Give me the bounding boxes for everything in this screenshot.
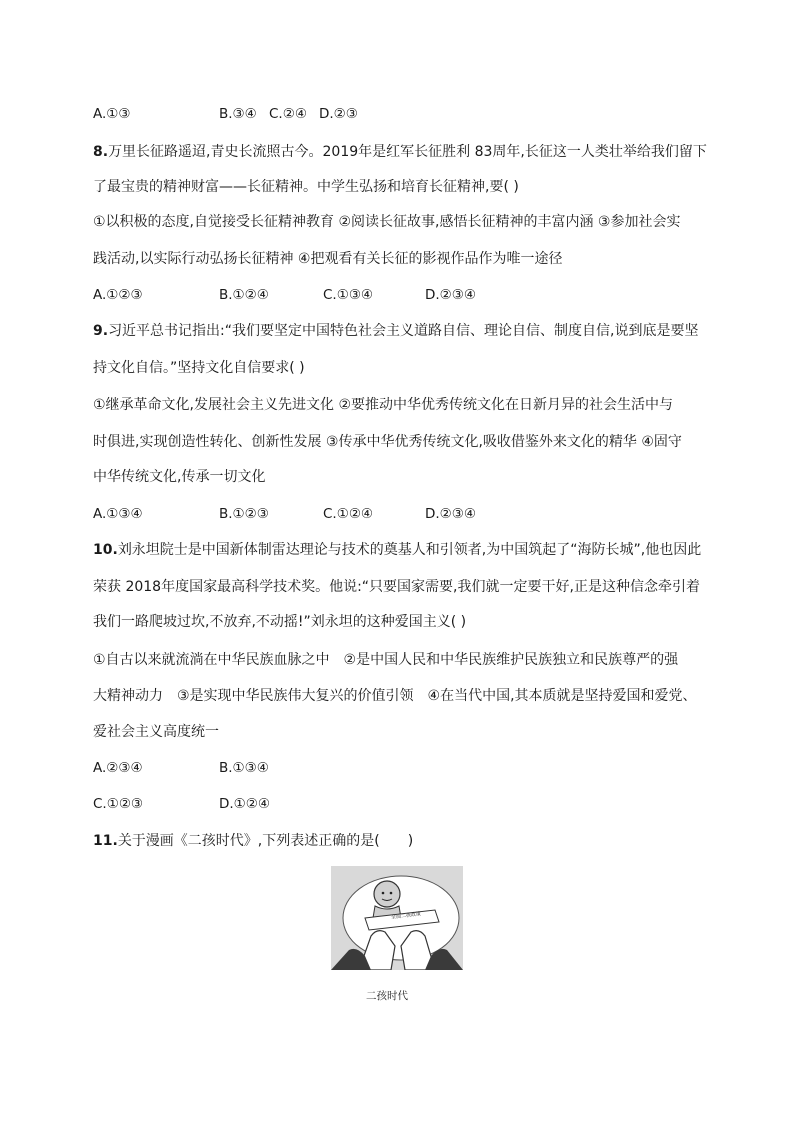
- q8-number: 8.: [93, 144, 109, 160]
- q9-line-1: [93, 321, 698, 341]
- q8-line-4: 践活动,以实际行动弘扬长征精神 ④把观看有关长征的影视作品作为唯一途径: [93, 251, 563, 267]
- q10-option-b: B.①③④: [219, 760, 269, 776]
- q7-option-d: D.②③: [319, 106, 358, 122]
- q8-line-3: ①以积极的态度,自觉接受长征精神教育 ②阅读长征故事,感悟长征精神的丰富内涵 ③参加社会实: [93, 214, 681, 230]
- cartoon-banner-text: 全面二孩政策: [390, 911, 422, 921]
- q9-line-5: 中华传统文化,传承一切文化: [93, 469, 266, 485]
- q10-line-4: ①自古以来就流淌在中华民族血脉之中 ②是中国人民和中华民族维护民族独立和民族尊严的强: [93, 652, 679, 668]
- cartoon-caption: 二孩时代: [366, 990, 408, 1002]
- q9-line-4: 时俱进,实现创造性转化、创新性发展 ③传承中华优秀传统文化,吸收借鉴外来文化的精华 ④固守: [93, 434, 682, 450]
- q7-option-c: C.②④: [269, 106, 307, 122]
- q11-number: 11.: [93, 833, 118, 849]
- q9-text-1: 习近平总书记指出:“我们要坚定中国特色社会主义道路自信、理论自信、制度自信,说到底是要坚: [108, 323, 699, 339]
- q8-line-2: 了最宝贵的精神财富——长征精神。中学生弘扬和培育长征精神,要( ): [93, 179, 519, 195]
- q9-line-3: ①继承革命文化,发展社会主义先进文化 ②要推动中华优秀传统文化在日新月异的社会生活中与: [93, 397, 673, 413]
- q10-option-c: C.①②③: [93, 796, 144, 812]
- q8-option-d: D.②③④: [425, 287, 476, 303]
- q8-line-1: [93, 142, 707, 162]
- q10-text-1: 刘永坦院士是中国新体制雷达理论与技术的奠基人和引领者,为中国筑起了“海防长城”,他也因此: [117, 542, 702, 558]
- q10-line-3: 我们一路爬坡过坎,不放弃,不动摇!”刘永坦的这种爱国主义( ): [93, 614, 467, 630]
- q9-option-b: B.①②③: [219, 506, 269, 522]
- q10-number: 10.: [93, 542, 118, 558]
- q10-line-2: 荣获 2018年度国家最高科学技术奖。他说:“只要国家需要,我们就一定要干好,正是这种信念牵引着: [93, 579, 700, 595]
- q7-option-a: A.①③: [93, 106, 131, 122]
- q9-line-2: 持文化自信。”坚持文化自信要求( ): [93, 360, 305, 376]
- q10-option-d: D.①②④: [219, 796, 270, 812]
- q8-option-b: B.①②④: [219, 287, 269, 303]
- q9-option-d: D.②③④: [425, 506, 476, 522]
- q7-option-b: B.③④: [219, 106, 257, 122]
- q8-option-a: A.①②③: [93, 287, 143, 303]
- q10-line-1: [93, 540, 701, 560]
- q8-text-1: 万里长征路遥迢,青史长流照古今。2019年是红军长征胜利 83周年,长征这一人类壮举给我们留下: [108, 144, 707, 160]
- q10-option-a: A.②③④: [93, 760, 143, 776]
- q11-stem: 关于漫画《二孩时代》,下列表述正确的是( ): [117, 833, 414, 849]
- cartoon-image: [331, 866, 463, 970]
- q10-line-5: 大精神动力 ③是实现中华民族伟大复兴的价值引领 ④在当代中国,其本质就是坚持爱国和爱党、: [93, 688, 697, 704]
- q11-line-1: [93, 831, 413, 851]
- q8-option-c: C.①③④: [323, 287, 374, 303]
- q10-line-6: 爱社会主义高度统一: [93, 724, 219, 740]
- q9-option-a: A.①③④: [93, 506, 143, 522]
- q9-option-c: C.①②④: [323, 506, 374, 522]
- q9-number: 9.: [93, 323, 109, 339]
